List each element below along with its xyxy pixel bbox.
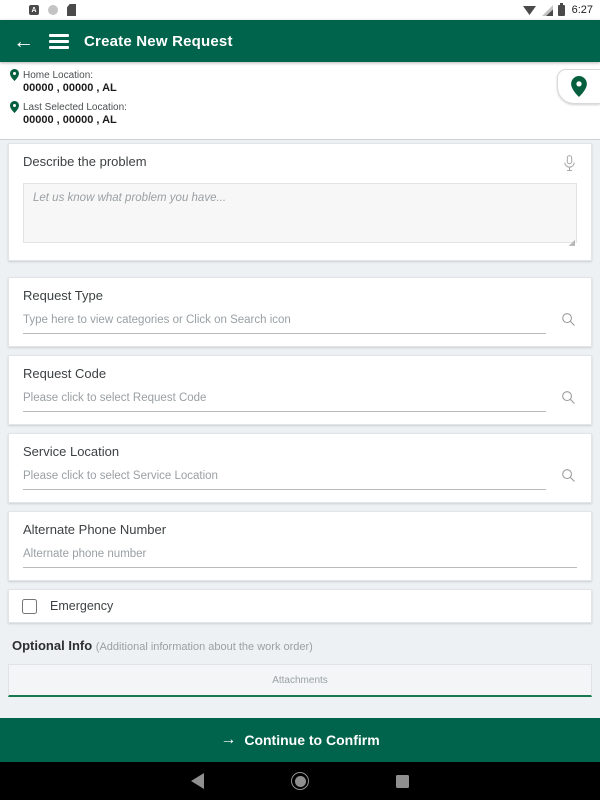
wifi-icon (523, 5, 536, 16)
nav-recents-icon[interactable] (396, 775, 409, 788)
optional-info-title: Optional Info (12, 638, 93, 653)
request-type-card (8, 277, 592, 347)
home-location-row (10, 69, 590, 94)
emergency-card (8, 589, 592, 623)
request-code-card (8, 355, 592, 425)
home-location-label: Home Location: (23, 69, 94, 81)
optional-info-heading (12, 638, 588, 653)
location-pin-icon (571, 76, 587, 97)
battery-icon (558, 5, 565, 16)
problem-description-input[interactable] (23, 183, 577, 243)
nav-back-icon[interactable] (191, 773, 204, 789)
continue-to-confirm-button[interactable] (0, 718, 600, 762)
app-bar (0, 20, 600, 62)
request-type-input[interactable] (23, 307, 546, 334)
describe-problem-card (8, 143, 592, 261)
status-bar (0, 0, 600, 20)
search-icon[interactable] (560, 467, 577, 484)
describe-problem-label: Describe the problem (23, 154, 147, 169)
service-location-input[interactable] (23, 463, 546, 490)
service-location-label: Service Location (23, 444, 120, 459)
circle-notification-icon (48, 5, 58, 15)
request-code-input[interactable] (23, 385, 546, 412)
home-location-value: 00000 , 00000 , AL (23, 82, 117, 94)
status-bar-right-icons (523, 4, 593, 16)
page-title: Create New Request (84, 32, 233, 50)
nav-home-icon[interactable] (291, 772, 309, 790)
status-bar-time: 6:27 (571, 4, 593, 16)
search-icon[interactable] (560, 389, 577, 406)
a-app-notification-icon: A (29, 5, 39, 15)
location-pin-icon (10, 101, 19, 113)
attachments-button[interactable] (8, 664, 592, 697)
storage-icon (67, 4, 76, 16)
cell-signal-icon (541, 5, 553, 16)
menu-icon[interactable] (49, 34, 69, 49)
alternate-phone-card (8, 511, 592, 581)
service-location-card (8, 433, 592, 503)
request-code-label: Request Code (23, 366, 107, 381)
back-arrow-icon[interactable]: ← (13, 29, 34, 53)
alternate-phone-label: Alternate Phone Number (23, 522, 167, 537)
last-selected-location-row (10, 101, 590, 126)
select-location-button[interactable] (557, 69, 600, 104)
location-panel (0, 62, 600, 140)
request-type-label: Request Type (23, 288, 103, 303)
microphone-icon[interactable] (562, 154, 577, 174)
location-pin-icon (10, 69, 19, 81)
attachments-label: Attachments (272, 674, 328, 686)
form-content (0, 140, 600, 718)
optional-info-subtitle: (Additional information about the work order) (95, 641, 313, 653)
continue-to-confirm-label: Continue to Confirm (244, 732, 380, 748)
emergency-label: Emergency (50, 599, 114, 613)
android-navigation-bar (0, 762, 600, 800)
emergency-checkbox[interactable] (22, 599, 37, 614)
search-icon[interactable] (560, 311, 577, 328)
right-arrow-icon: → (220, 731, 237, 748)
alternate-phone-input[interactable] (23, 541, 577, 568)
last-selected-location-label: Last Selected Location: (23, 101, 127, 113)
last-selected-location-value: 00000 , 00000 , AL (23, 114, 117, 126)
status-bar-left-icons (29, 4, 76, 16)
